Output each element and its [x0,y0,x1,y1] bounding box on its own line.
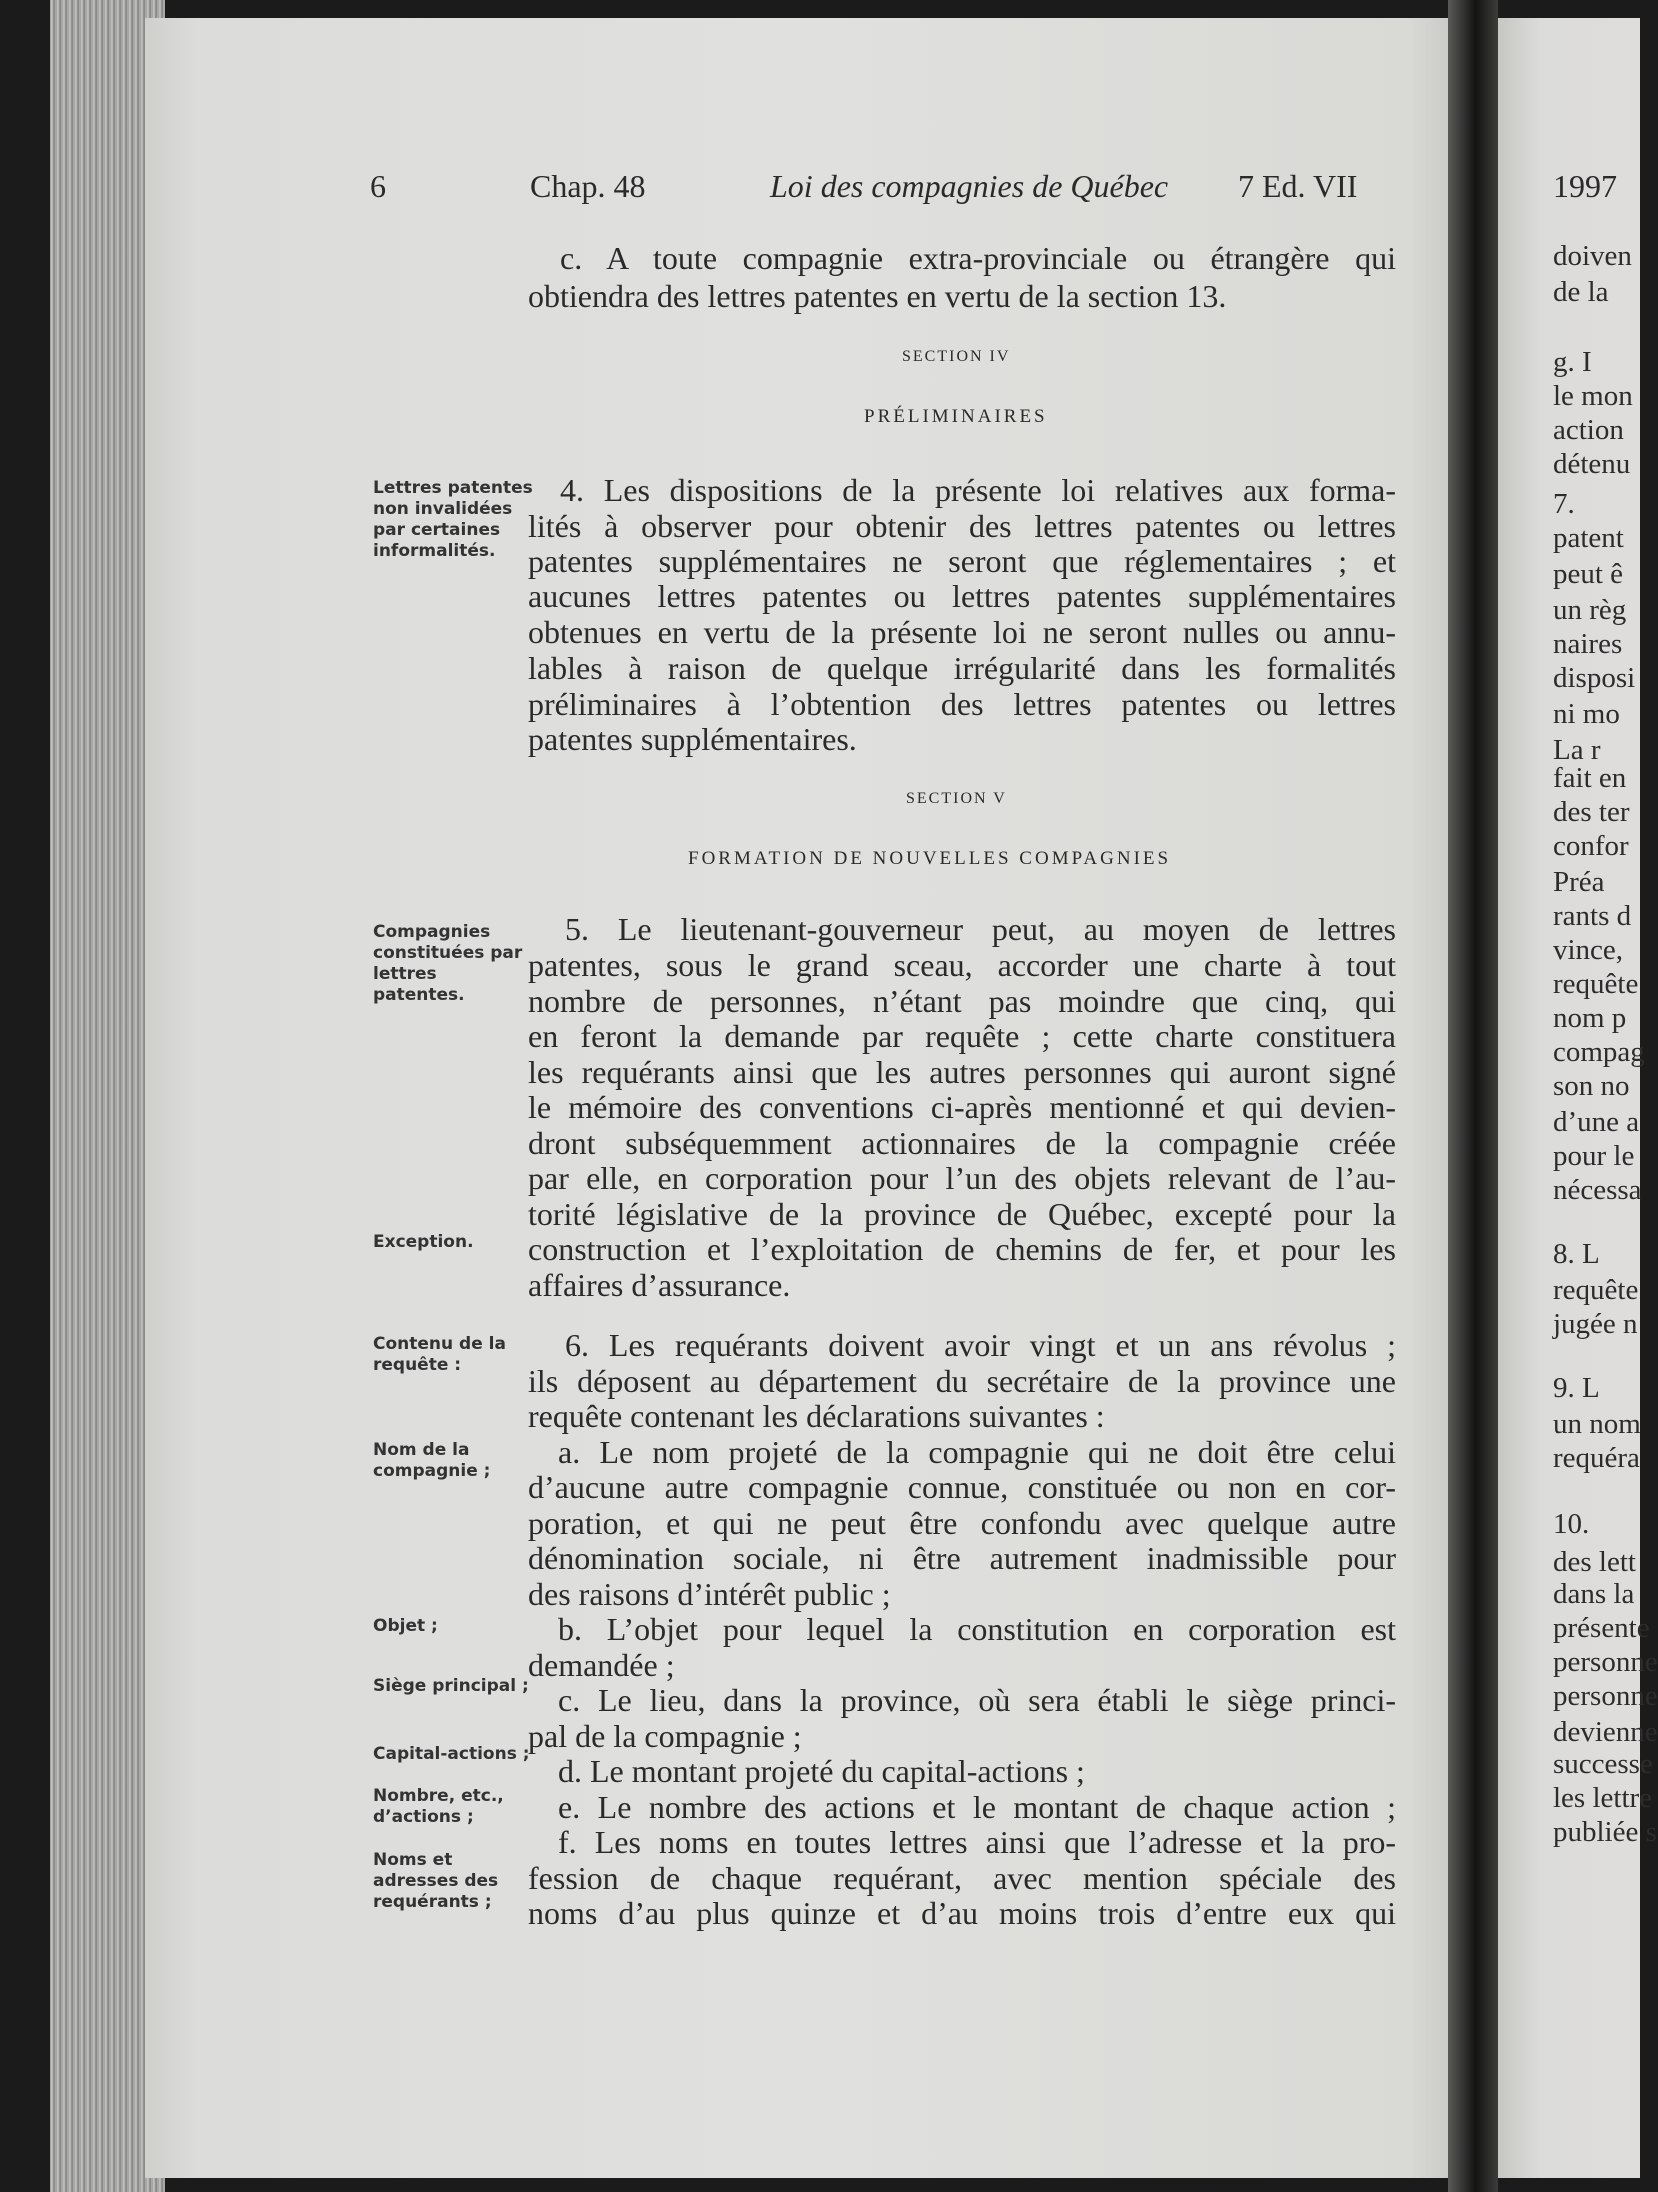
running-title: Loi des compagnies de Québec [770,168,1169,204]
right-page-fragment: ni mo [1553,698,1620,730]
text-line: torité législative de la province de Québec, excepté pour la [528,1196,1396,1232]
right-page-fragment: personne [1553,1680,1658,1712]
text-line: c. Le lieu, dans la province, où sera établi le siège princi- [558,1682,1396,1718]
text-line: affaires d’assurance. [528,1267,791,1303]
text-line: le mémoire des conventions ci-après mentionné et qui devien- [528,1089,1396,1125]
margin-note: Noms et adresses des requérants ; [373,1850,499,1912]
text-line: noms d’au plus quinze et d’au moins trois d’entre eux qui [528,1895,1396,1931]
right-page-fragment: requéra [1553,1442,1640,1474]
text-line: dénomination sociale, ni être autrement inadmissible pour [528,1540,1396,1576]
right-page-fragment: d’une a [1553,1106,1640,1138]
text-line: construction et l’exploitation de chemins de fer, et pour les [528,1231,1396,1267]
right-page-fragment: publiée s [1553,1816,1657,1848]
book-gutter [1448,0,1498,2192]
right-page-fragment: le mon [1553,380,1633,412]
text-line: 5. Le lieutenant-gouverneur peut, au moyen de lettres [565,911,1396,947]
text-line: nombre de personnes, n’étant pas moindre que cinq, qui [528,983,1396,1019]
right-page-fragment: naires [1553,628,1623,660]
text-line: fession de chaque requérant, avec mention spéciale des [528,1860,1396,1896]
right-page-fragment: un nom [1553,1408,1641,1440]
right-page-fragment: La r [1553,734,1601,766]
text-line: obtiendra des lettres patentes en vertu de la section 13. [528,278,1227,314]
right-page-fragment: des ter [1553,796,1630,828]
right-page-fragment: dans la [1553,1578,1635,1610]
next-page-number: 1997 [1553,168,1617,204]
margin-note: Siège principal ; [373,1676,529,1696]
text-line: en feront la demande par requête ; cette charte constituera [528,1018,1396,1054]
text-line: lables à raison de quelque irrégularité dans les formalités [528,650,1396,686]
right-page-fragment: des lett [1553,1546,1636,1578]
right-page-fragment: requête [1553,968,1639,1000]
text-line: requête contenant les déclarations suivantes : [528,1398,1105,1434]
text-line: dront subséquemment actionnaires de la compagnie créée [528,1125,1396,1161]
margin-note: Contenu de la requête : [373,1334,506,1375]
right-page-fragment: Préa [1553,866,1605,898]
right-page-fragment: pour le [1553,1140,1635,1172]
text-line: obtenues en vertu de la présente loi ne seront nulles ou annu- [528,614,1396,650]
right-page-fragment: requête [1553,1274,1639,1306]
text-line: aucunes lettres patentes ou lettres patentes supplémentaires [528,578,1396,614]
right-page-fragment: présente [1553,1612,1650,1644]
margin-note: Objet ; [373,1616,438,1636]
regnal-year: 7 Ed. VII [1238,168,1358,204]
right-page-fragment: les lettre [1553,1782,1653,1814]
right-page-fragment: 8. L [1553,1238,1600,1270]
text-line: e. Le nombre des actions et le montant de chaque action ; [558,1789,1396,1825]
right-page-fragment: confor [1553,830,1629,862]
right-page-fragment: 9. L [1553,1372,1600,1404]
text-line: patentes supplémentaires ne seront que réglementaires ; et [528,543,1396,579]
chapter-label: Chap. 48 [530,168,646,204]
right-page-fragment: patent [1553,522,1624,554]
right-page-fragment: nom p [1553,1002,1627,1034]
right-page-fragment: successe [1553,1748,1653,1780]
text-line: c. A toute compagnie extra-provinciale ou étrangère qui [560,240,1396,276]
right-page-fragment: de la [1553,276,1609,308]
text-line: par elle, en corporation pour l’un des objets relevant de l’au- [528,1160,1396,1196]
margin-note: Nombre, etc., d’actions ; [373,1786,504,1827]
right-page-fragment: 10. [1553,1508,1590,1540]
margin-note: Exception. [373,1232,474,1252]
text-line: ils déposent au département du secrétaire de la province une [528,1363,1396,1399]
right-page-fragment: son no [1553,1070,1630,1102]
right-page-fragment: doiven [1553,240,1632,272]
margin-note: Lettres patentes non invalidées par certaines informalités. [373,478,533,561]
text-line: patentes supplémentaires. [528,721,857,757]
section-heading: SECTION IV [902,348,1011,365]
right-page-fragment: un règ [1553,594,1627,626]
text-line: f. Les noms en toutes lettres ainsi que l’adresse et la pro- [558,1824,1396,1860]
right-page-fragment: jugée n [1553,1308,1638,1340]
text-line: a. Le nom projeté de la compagnie qui ne doit être celui [558,1434,1396,1470]
text-line: lités à observer pour obtenir des lettres patentes ou lettres [528,508,1396,544]
text-line: 4. Les dispositions de la présente loi relatives aux forma- [560,472,1396,508]
text-line: d. Le montant projeté du capital-actions ; [558,1753,1085,1789]
margin-note: Compagnies constituées par lettres patentes. [373,922,523,1005]
text-line: poration, et qui ne peut être confondu avec quelque autre [528,1505,1396,1541]
text-line: b. L’objet pour lequel la constitution en corporation est [558,1611,1396,1647]
page-number: 6 [370,168,386,204]
text-line: patentes, sous le grand sceau, accorder une charte à tout [528,947,1396,983]
text-line: d’aucune autre compagnie connue, constituée ou non en cor- [528,1469,1396,1505]
right-page-fragment: personne [1553,1646,1658,1678]
section-heading: SECTION V [906,790,1007,807]
right-page-fragment: 7. [1553,488,1575,520]
right-page-fragment: g. I [1553,346,1592,378]
section-title: FORMATION DE NOUVELLES COMPAGNIES [688,848,1172,869]
margin-note: Capital-actions ; [373,1744,530,1764]
right-page-fragment: rants d [1553,900,1632,932]
right-page-fragment: devienne [1553,1716,1658,1748]
right-page-fragment: action [1553,414,1624,446]
text-line: des raisons d’intérêt public ; [528,1576,891,1612]
text-line: les requérants ainsi que les autres personnes qui auront signé [528,1054,1396,1090]
text-line: 6. Les requérants doivent avoir vingt et un ans révolus ; [565,1327,1396,1363]
right-page-fragment: disposi [1553,662,1636,694]
right-page-fragment: nécessa [1553,1174,1642,1206]
right-page-fragment: fait en [1553,762,1627,794]
section-title: PRÉLIMINAIRES [864,406,1048,427]
margin-note: Nom de la compagnie ; [373,1440,491,1481]
right-page-fragment: détenu [1553,448,1631,480]
right-page-fragment: vince, [1553,934,1624,966]
text-line: demandée ; [528,1647,675,1683]
right-page-fragment: compag [1553,1036,1645,1068]
right-page-fragment: peut ê [1553,558,1624,590]
text-line: pal de la compagnie ; [528,1718,802,1754]
text-line: préliminaires à l’obtention des lettres patentes ou lettres [528,686,1396,722]
